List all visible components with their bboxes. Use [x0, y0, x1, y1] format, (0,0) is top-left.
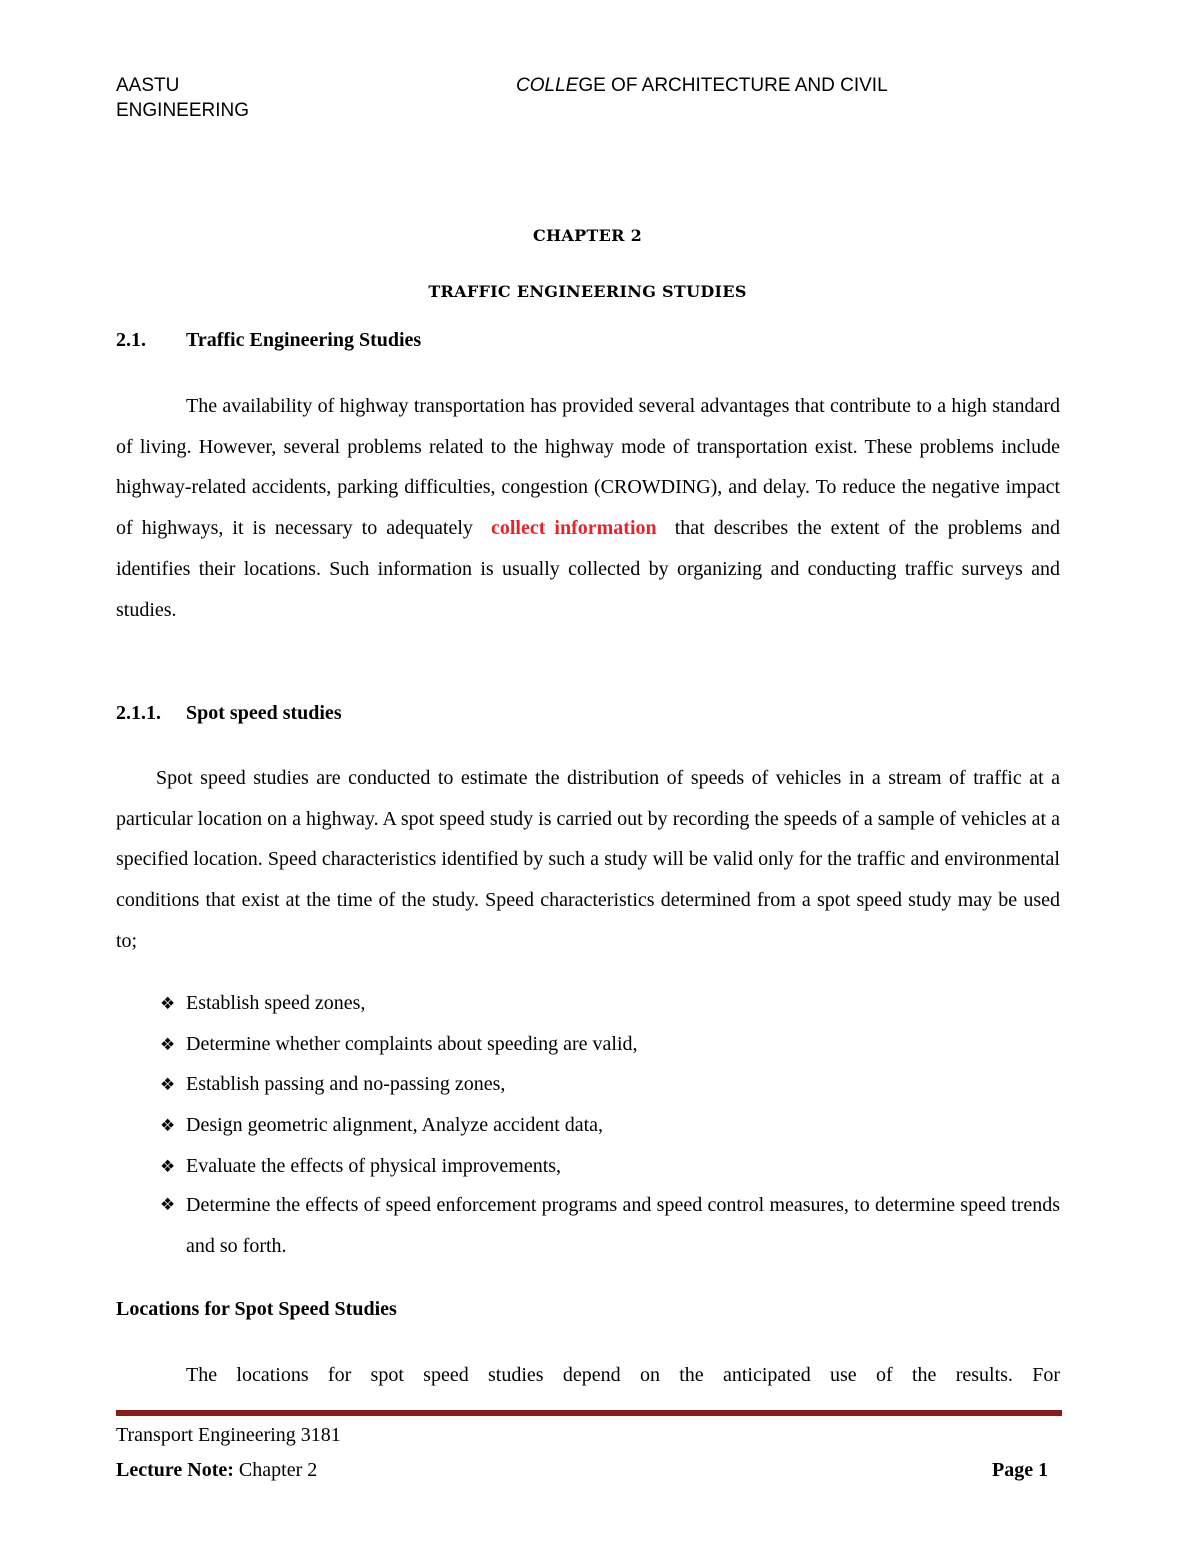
footer-lecture-note-chapter: Chapter 2: [233, 1459, 318, 1481]
subsection-paragraph: Spot speed studies are conducted to estimate the distribution of speeds of vehicles in a stream of traffic at a particular location on a highway. A spot speed study is carried out by recording the speeds of a sample of vehicles at a specified location. Speed characteristics identified by such a study will be valid only for the traffic and environmental conditions that exist at the time of the study. Speed characteristics determined from a spot speed study may be used to;: [116, 767, 1060, 952]
diamond-bullet-icon: ❖: [160, 1195, 176, 1215]
list-item: [160, 1033, 1060, 1056]
header-college: [516, 75, 888, 97]
list-item: [160, 1114, 1060, 1137]
footer-divider: [116, 1410, 1062, 1416]
header-institution: AASTU: [116, 75, 180, 96]
section-paragraph-part1: The availability of highway transportation has provided several advantages that contribute to a high standard of living. However, several problems related to the highway mode of transportation exist. These problems include highway-related accidents, parking difficulties, congestion (CROWDING), and delay. To reduce the negative impact of highways, it is necessary to adequately: [116, 395, 1060, 540]
header-college-rest: GE OF ARCHITECTURE AND CIVIL: [578, 75, 888, 96]
list-item: [160, 1073, 1060, 1096]
locations-heading: Locations for Spot Speed Studies: [116, 1298, 397, 1320]
locations-paragraph: The locations for spot speed studies depend on the anticipated use of the results. For: [186, 1364, 1060, 1386]
list-item: [160, 1155, 1060, 1178]
section-number: 2.1.: [116, 329, 146, 351]
subsection-title: Spot speed studies: [186, 702, 342, 724]
section-paragraph-highlight: collect information: [490, 517, 657, 540]
subsection-number: 2.1.1.: [116, 702, 161, 724]
diamond-bullet-icon: ❖: [160, 1116, 176, 1136]
list-item-text: Determine whether complaints about speeding are valid,: [186, 1033, 638, 1055]
list-item: [160, 1195, 1060, 1267]
list-item-text: Establish speed zones,: [186, 992, 366, 1014]
section-paragraph: [116, 386, 1060, 630]
footer-lecture-note-label: Lecture Note:: [116, 1459, 234, 1481]
diamond-bullet-icon: ❖: [160, 1157, 176, 1177]
footer-course: Transport Engineering 3181: [116, 1424, 341, 1446]
diamond-bullet-icon: ❖: [160, 1075, 176, 1095]
list-item: [160, 992, 1060, 1015]
chapter-title: TRAFFIC ENGINEERING STUDIES: [428, 282, 747, 301]
footer-lecture-note: [116, 1459, 317, 1482]
footer-page-number: Page 1: [992, 1459, 1049, 1481]
header-college-italic: COLLE: [516, 75, 579, 96]
section-title: Traffic Engineering Studies: [186, 329, 422, 351]
header-institution-line2: ENGINEERING: [116, 100, 250, 121]
list-item-text: Evaluate the effects of physical improvements,: [186, 1155, 562, 1177]
section-paragraph-part2: that describes the extent of the problems and identifies their locations. Such information is usually collected by organizing and conducting traffic surveys and studies.: [116, 517, 1061, 621]
diamond-bullet-icon: ❖: [160, 994, 176, 1014]
diamond-bullet-icon: ❖: [160, 1035, 176, 1055]
list-item-text: Design geometric alignment, Analyze accident data,: [186, 1114, 604, 1136]
list-item-text: Establish passing and no-passing zones,: [186, 1073, 506, 1095]
chapter-number: CHAPTER 2: [532, 226, 643, 245]
list-item-text: Determine the effects of speed enforcement programs and speed control measures, to determine speed trends and so forth.: [186, 1194, 1060, 1257]
